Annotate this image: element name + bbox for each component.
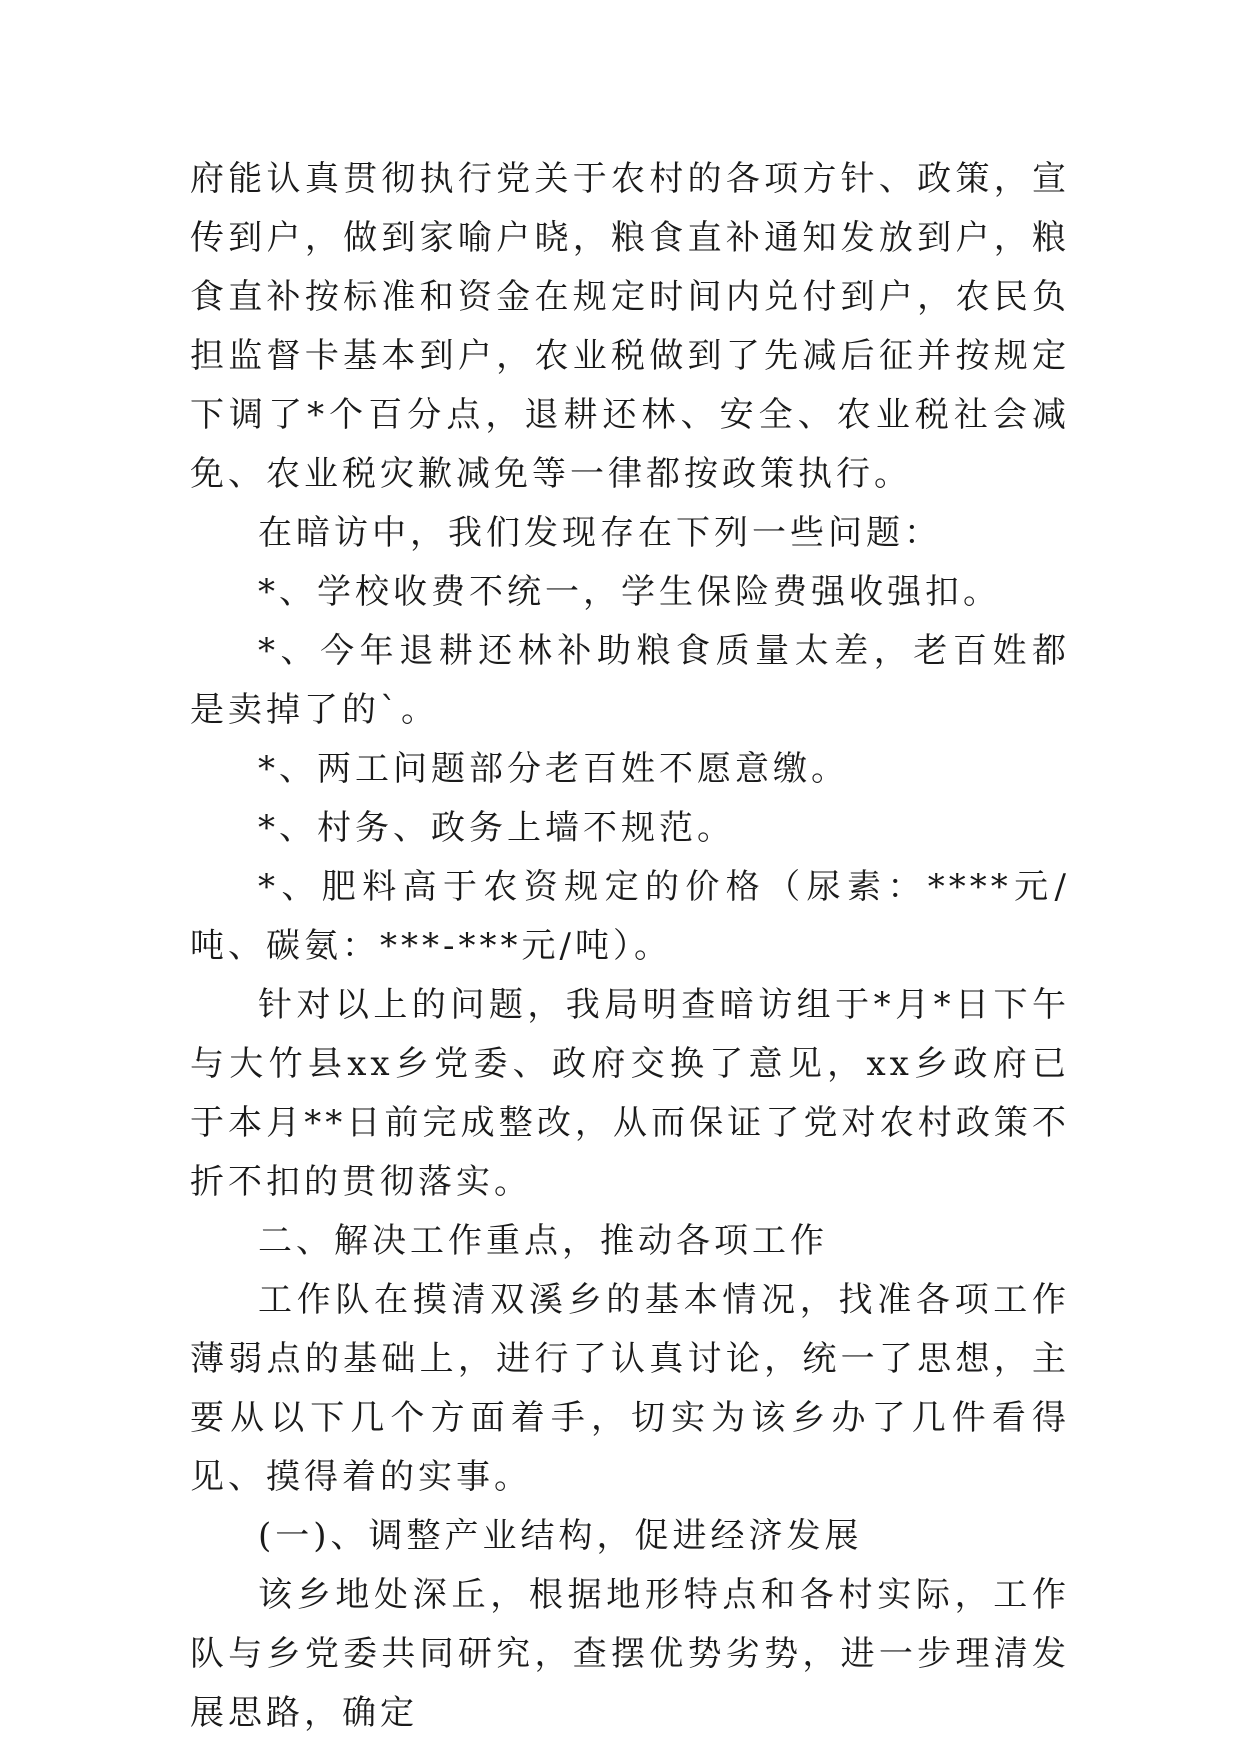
paragraph-issue-grain-quality: *、今年退耕还林补助粮食质量太差，老百姓都是卖掉了的`。 bbox=[190, 631, 1070, 730]
document-body bbox=[190, 150, 1070, 1743]
paragraph-issue-village-affairs: *、村务、政务上墙不规范。 bbox=[258, 808, 735, 848]
paragraph-work-team: 工作队在摸清双溪乡的基本情况，找准各项工作薄弱点的基础上，进行了认真讨论，统一了思想，主要从以下几个方面着手，切实为该乡办了几件看得见、摸得着的实事。 bbox=[190, 1280, 1070, 1497]
paragraph-issue-school-fees: *、学校收费不统一，学生保险费强收强扣。 bbox=[258, 572, 1001, 612]
paragraph-issue-fertilizer: *、肥料高于农资规定的价格（尿素：****元/吨、碳氨：***-***元/吨）。 bbox=[190, 867, 1070, 966]
subsection-heading-one: (一)、调整产业结构，促进经济发展 bbox=[258, 1516, 863, 1556]
paragraph-rectification: 针对以上的问题，我局明查暗访组于*月*日下午与大竹县xx乡党委、政府交换了意见，xx乡政府已于本月**日前完成整改，从而保证了党对农村政策不折不扣的贯彻落实。 bbox=[190, 985, 1070, 1202]
paragraph-terrain: 该乡地处深丘，根据地形特点和各村实际，工作队与乡党委共同研究，查摆优势劣势，进一步理清发展思路，确定 bbox=[190, 1575, 1070, 1733]
paragraph-issues-intro: 在暗访中，我们发现存在下列一些问题： bbox=[258, 513, 942, 553]
section-heading-two: 二、解决工作重点，推动各项工作 bbox=[258, 1221, 828, 1261]
paragraph-continuation: 府能认真贯彻执行党关于农村的各项方针、政策，宣传到户，做到家喻户晓，粮食直补通知发放到户，粮食直补按标准和资金在规定时间内兑付到户，农民负担监督卡基本到户，农业税做到了先减后征并按规定下调了*个百分点，退耕还林、安全、农业税社会减免、农业税灾歉减免等一律都按政策执行。 bbox=[190, 159, 1070, 494]
paragraph-issue-labor: *、两工问题部分老百姓不愿意缴。 bbox=[258, 749, 849, 789]
